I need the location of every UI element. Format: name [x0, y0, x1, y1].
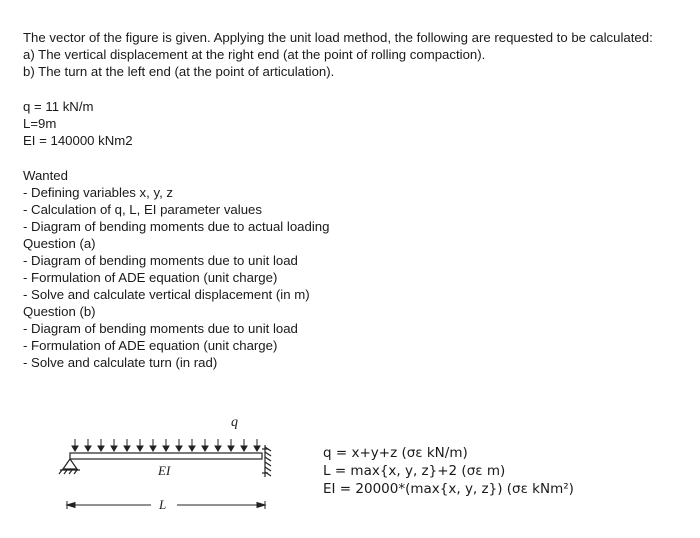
load-label: q	[231, 415, 238, 430]
distributed-load-arrows	[72, 439, 260, 451]
load-arrow	[215, 439, 221, 451]
load-arrow	[85, 439, 91, 451]
load-arrow	[137, 439, 143, 451]
pin-support	[59, 459, 80, 474]
question-b-heading: Question (b)	[23, 304, 96, 319]
load-arrow	[111, 439, 117, 451]
beam	[70, 453, 262, 459]
load-arrow	[72, 439, 78, 451]
question-a-heading: Question (a)	[23, 236, 96, 251]
wanted-item: - Formulation of ADE equation (unit charge)	[23, 270, 278, 285]
part-a-text: a) The vertical displacement at the right end (at the point of rolling compaction).	[23, 47, 486, 62]
given-q: q = 11 kN/m	[23, 99, 94, 114]
load-arrow	[98, 439, 104, 451]
load-arrow	[150, 439, 156, 451]
wanted-item: - Diagram of bending moments due to actual loading	[23, 219, 330, 234]
wanted-item: - Diagram of bending moments due to unit load	[23, 321, 298, 336]
part-b-text: b) The turn at the left end (at the point of articulation).	[23, 64, 335, 79]
given-EI: EI = 140000 kNm2	[23, 133, 133, 148]
length-label: L	[159, 497, 167, 512]
load-arrow	[202, 439, 208, 451]
formula-q: q = x+y+z (σε kN/m)	[323, 445, 468, 461]
wanted-item: - Defining variables x, y, z	[23, 185, 174, 200]
wanted-item: - Solve and calculate turn (in rad)	[23, 355, 218, 370]
load-arrow	[241, 439, 247, 451]
load-arrow	[124, 439, 130, 451]
beam-figure	[55, 415, 295, 525]
formula-L: L = max{x, y, z}+2 (σε m)	[323, 463, 506, 479]
beam-diagram	[55, 415, 295, 525]
fixed-support	[262, 445, 271, 477]
wanted-heading: Wanted	[23, 168, 68, 183]
given-L: L=9m	[23, 116, 57, 131]
formula-EI: EI = 20000*(max{x, y, z}) (σε kNm²)	[323, 481, 574, 497]
wanted-item: - Formulation of ADE equation (unit charge)	[23, 338, 278, 353]
wanted-item: - Solve and calculate vertical displacement (in m)	[23, 287, 310, 302]
load-arrow	[254, 439, 260, 451]
load-arrow	[189, 439, 195, 451]
load-arrow	[163, 439, 169, 451]
wanted-item: - Diagram of bending moments due to unit load	[23, 253, 298, 268]
load-arrow	[228, 439, 234, 451]
intro-text: The vector of the figure is given. Applying the unit load method, the following are requested to be calculated:	[23, 30, 653, 45]
beam-label: EI	[158, 463, 171, 478]
wanted-item: - Calculation of q, L, EI parameter values	[23, 202, 262, 217]
load-arrow	[176, 439, 182, 451]
